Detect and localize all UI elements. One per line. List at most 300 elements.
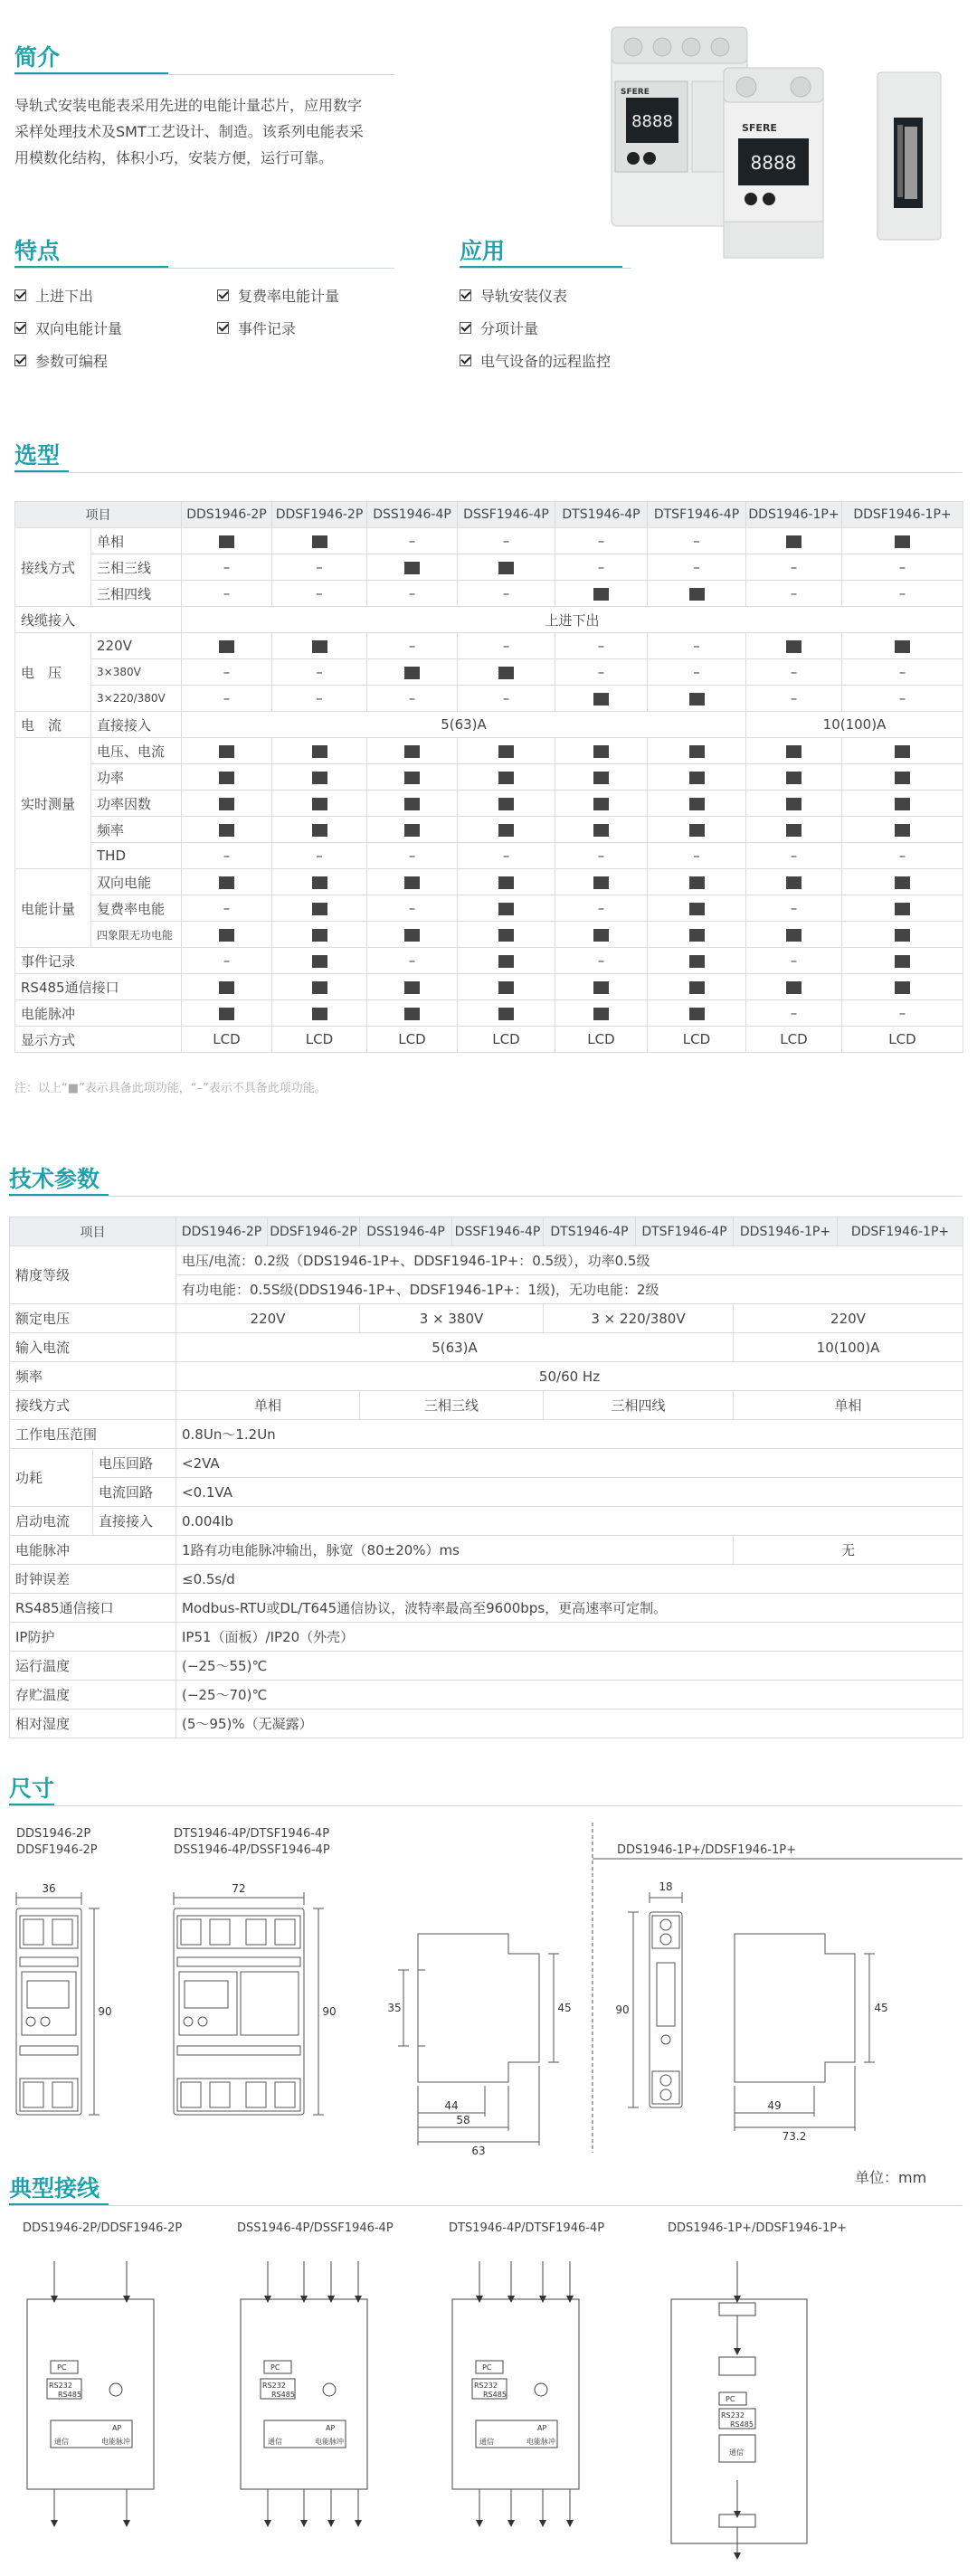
cell: 5(63)A — [182, 712, 746, 738]
cell: – — [272, 659, 367, 686]
filled-square-icon — [219, 535, 234, 548]
filled-square-icon — [219, 929, 234, 942]
cell: – — [367, 895, 458, 922]
cell: – — [555, 843, 648, 869]
row-label: 精度等级 — [10, 1246, 176, 1304]
cell — [842, 895, 963, 922]
filled-square-icon — [689, 1008, 705, 1020]
filled-square-icon — [593, 824, 609, 837]
filled-square-icon — [498, 929, 514, 942]
cell: – — [746, 895, 842, 922]
checkbox-icon — [460, 355, 471, 366]
row-label: 相对湿度 — [10, 1709, 176, 1738]
filled-square-icon — [593, 588, 609, 601]
row-sublabel: 电流回路 — [93, 1478, 176, 1507]
tech-row — [10, 1478, 963, 1507]
row-label: 工作电压范围 — [10, 1420, 176, 1449]
cell — [458, 554, 555, 581]
svg-text:8888: 8888 — [631, 112, 673, 131]
dim-group-label: DDS1946-2P — [16, 1827, 91, 1841]
header-cell: DDSF1946-1P+ — [838, 1217, 963, 1246]
cell — [555, 974, 648, 1000]
cell: – — [555, 528, 648, 554]
tech-row — [10, 1565, 963, 1594]
feature-item: 事件记录 — [217, 317, 296, 338]
cell: – — [648, 843, 746, 869]
cell: – — [842, 659, 963, 686]
cell — [272, 974, 367, 1000]
pulse-label: 电能脉冲 — [101, 2438, 130, 2446]
filled-square-icon — [689, 693, 705, 706]
row-label: 接线方式 — [15, 528, 91, 607]
cell — [458, 869, 555, 895]
cell: 50/60 Hz — [176, 1362, 963, 1391]
filled-square-icon — [312, 1008, 327, 1020]
cell: LCD — [746, 1027, 842, 1053]
pc-label: PC — [270, 2363, 280, 2372]
divider — [9, 2205, 963, 2206]
filled-square-icon — [404, 1008, 420, 1020]
tech-row — [10, 1709, 963, 1738]
cell — [555, 738, 648, 764]
cell — [842, 764, 963, 791]
selection-row — [15, 528, 963, 554]
dim-group-label: DSS1946-4P/DSSF1946-4P — [174, 1843, 330, 1857]
brand-label: SFERE — [621, 88, 650, 97]
filled-square-icon — [593, 798, 609, 810]
filled-square-icon — [404, 929, 420, 942]
cell — [272, 791, 367, 817]
cell: – — [182, 659, 272, 686]
cell — [842, 922, 963, 948]
cell: – — [746, 659, 842, 686]
cell: – — [272, 686, 367, 712]
cell — [272, 1000, 367, 1027]
filled-square-icon — [498, 876, 514, 889]
cell — [367, 974, 458, 1000]
application-item: 分项计量 — [460, 317, 538, 338]
filled-square-icon — [498, 772, 514, 784]
filled-square-icon — [593, 981, 609, 994]
cell: – — [458, 843, 555, 869]
tech-row — [10, 1623, 963, 1652]
wiring-caption: DDS1946-2P/DDSF1946-2P — [23, 2221, 183, 2235]
product-photo — [606, 18, 968, 262]
divider — [9, 1805, 963, 1806]
cell — [648, 686, 746, 712]
cell — [746, 764, 842, 791]
applications-title: 应用 — [460, 233, 505, 266]
cell — [367, 817, 458, 843]
selection-row — [15, 581, 963, 607]
cell: 0.004Ib — [176, 1507, 963, 1536]
cell — [458, 659, 555, 686]
filled-square-icon — [312, 981, 327, 994]
cell: LCD — [367, 1027, 458, 1053]
tech-table — [9, 1217, 963, 1738]
divider — [14, 268, 394, 269]
features-title: 特点 — [14, 233, 60, 266]
selection-row — [15, 659, 963, 686]
cell: – — [842, 581, 963, 607]
cell — [367, 554, 458, 581]
filled-square-icon — [689, 772, 705, 784]
cell — [555, 764, 648, 791]
dim-58: 58 — [456, 2114, 470, 2126]
selection-row — [15, 607, 963, 633]
filled-square-icon — [895, 772, 910, 784]
row-label: 实时测量 — [15, 738, 91, 869]
feature-item: 复费率电能计量 — [217, 285, 339, 306]
row-label: 线缆接入 — [15, 607, 182, 633]
cell: 3 × 380V — [360, 1304, 544, 1333]
tech-row — [10, 1449, 963, 1478]
row-label: 电能计量 — [15, 869, 91, 948]
cell — [746, 633, 842, 659]
header-cell: DTSF1946-4P — [648, 502, 746, 528]
cell: 无 — [734, 1536, 963, 1565]
cell — [272, 922, 367, 948]
filled-square-icon — [404, 667, 420, 679]
row-label: RS485通信接口 — [10, 1594, 176, 1623]
cell — [746, 974, 842, 1000]
checkbox-icon — [217, 322, 229, 334]
cell: – — [182, 581, 272, 607]
row-label: IP防护 — [10, 1623, 176, 1652]
cell: LCD — [458, 1027, 555, 1053]
filled-square-icon — [895, 876, 910, 889]
dim-90: 90 — [615, 2003, 630, 2016]
cell: – — [842, 1000, 963, 1027]
divider — [14, 74, 394, 75]
cell — [842, 738, 963, 764]
cell: (−25～70)℃ — [176, 1681, 963, 1709]
tech-row — [10, 1333, 963, 1362]
intro-title: 简介 — [14, 40, 60, 72]
cell — [367, 738, 458, 764]
row-label: 电能脉冲 — [10, 1536, 176, 1565]
filled-square-icon — [498, 667, 514, 679]
divider — [460, 268, 631, 269]
selection-row — [15, 1027, 963, 1053]
filled-square-icon — [689, 903, 705, 915]
filled-square-icon — [895, 798, 910, 810]
cell: – — [458, 686, 555, 712]
filled-square-icon — [404, 981, 420, 994]
cell — [182, 528, 272, 554]
filled-square-icon — [404, 824, 420, 837]
cell: 220V — [176, 1304, 360, 1333]
cell — [458, 922, 555, 948]
feature-item: 参数可编程 — [14, 350, 108, 371]
cell — [648, 817, 746, 843]
filled-square-icon — [689, 824, 705, 837]
cell — [182, 817, 272, 843]
cell: – — [458, 528, 555, 554]
dim-group-label: DDS1946-1P+/DDSF1946-1P+ — [617, 1843, 796, 1857]
dim-90: 90 — [98, 2005, 112, 2018]
dim-73-2: 73.2 — [782, 2130, 807, 2143]
filled-square-icon — [895, 745, 910, 758]
dim-72: 72 — [232, 1882, 246, 1895]
cell: – — [842, 554, 963, 581]
cell — [272, 528, 367, 554]
cell: – — [272, 843, 367, 869]
tech-row — [10, 1536, 963, 1565]
cell — [367, 764, 458, 791]
cell — [648, 738, 746, 764]
filled-square-icon — [404, 772, 420, 784]
filled-square-icon — [219, 772, 234, 784]
cell: – — [746, 554, 842, 581]
filled-square-icon — [689, 929, 705, 942]
filled-square-icon — [786, 535, 802, 548]
tech-row — [10, 1304, 963, 1333]
row-sublabel: 220V — [91, 633, 182, 659]
cell — [746, 869, 842, 895]
cell: – — [367, 528, 458, 554]
cell: – — [272, 581, 367, 607]
filled-square-icon — [219, 981, 234, 994]
filled-square-icon — [219, 824, 234, 837]
cell: – — [555, 659, 648, 686]
ap-label: AP — [326, 2424, 336, 2432]
header-cell: 项目 — [15, 502, 182, 528]
row-label: 额定电压 — [10, 1304, 176, 1333]
cell: – — [367, 633, 458, 659]
cell — [555, 581, 648, 607]
row-sublabel: 3×220/380V — [91, 686, 182, 712]
cell — [746, 738, 842, 764]
filled-square-icon — [312, 745, 327, 758]
cell — [648, 974, 746, 1000]
row-sublabel: 三相四线 — [91, 581, 182, 607]
row-label: 事件记录 — [15, 948, 182, 974]
row-label: 电 流 — [15, 712, 91, 738]
row-sublabel: 直接接入 — [91, 712, 182, 738]
cell — [746, 922, 842, 948]
row-sublabel: 频率 — [91, 817, 182, 843]
filled-square-icon — [312, 903, 327, 915]
filled-square-icon — [895, 981, 910, 994]
wiring-title: 典型接线 — [9, 2171, 100, 2203]
rs232-label: RS232 — [262, 2382, 286, 2390]
row-sublabel: 功率因数 — [91, 791, 182, 817]
dimensions-title: 尺寸 — [9, 1771, 54, 1804]
filled-square-icon — [498, 798, 514, 810]
filled-square-icon — [593, 772, 609, 784]
cell — [458, 738, 555, 764]
cell — [648, 791, 746, 817]
filled-square-icon — [593, 1008, 609, 1020]
selection-row — [15, 738, 963, 764]
tech-row — [10, 1681, 963, 1709]
cell: ≤0.5s/d — [176, 1565, 963, 1594]
selection-row — [15, 817, 963, 843]
cell — [272, 895, 367, 922]
filled-square-icon — [786, 981, 802, 994]
cell: 单相 — [734, 1391, 963, 1420]
comm-label: 通信 — [729, 2448, 744, 2457]
filled-square-icon — [404, 745, 420, 758]
header-cell: DDSF1946-2P — [272, 502, 367, 528]
row-label: 输入电流 — [10, 1333, 176, 1362]
cell: – — [842, 843, 963, 869]
filled-square-icon — [498, 981, 514, 994]
cell — [367, 922, 458, 948]
filled-square-icon — [498, 1008, 514, 1020]
cell — [555, 922, 648, 948]
selection-note: 注：以上“■”表示具备此项功能，“–”表示不具备此项功能。 — [14, 1082, 327, 1095]
header-cell: DDS1946-1P+ — [734, 1217, 838, 1246]
comm-label: 通信 — [268, 2438, 282, 2446]
cell — [272, 817, 367, 843]
filled-square-icon — [786, 640, 802, 653]
checkbox-icon — [217, 289, 229, 301]
application-item: 电气设备的远程监控 — [460, 350, 611, 371]
cell — [458, 948, 555, 974]
cell — [842, 974, 963, 1000]
cell — [555, 791, 648, 817]
intro-text: 导轨式安装电能表采用先进的电能计量芯片，应用数字采样处理技术及SMT工艺设计、制造。该系列电能表采用模数化结构，体积小巧，安装方便，运行可靠。 — [14, 97, 364, 166]
selection-row — [15, 764, 963, 791]
cell: 单相 — [176, 1391, 360, 1420]
checkbox-icon — [14, 289, 26, 301]
header-cell: DTS1946-4P — [555, 502, 648, 528]
filled-square-icon — [312, 798, 327, 810]
row-label: 频率 — [10, 1362, 176, 1391]
dim-36: 36 — [42, 1882, 56, 1895]
pc-label: PC — [726, 2395, 735, 2403]
cell — [842, 633, 963, 659]
selection-title: 选型 — [14, 438, 60, 470]
dim-35: 35 — [387, 2002, 402, 2014]
wiring-caption: DDS1946-1P+/DDSF1946-1P+ — [668, 2221, 847, 2235]
selection-row — [15, 686, 963, 712]
dim-group-label: DDSF1946-2P — [16, 1843, 98, 1857]
cell: – — [458, 581, 555, 607]
cell — [842, 869, 963, 895]
filled-square-icon — [895, 640, 910, 653]
cell: – — [182, 843, 272, 869]
cell: – — [842, 686, 963, 712]
cell: – — [367, 948, 458, 974]
filled-square-icon — [312, 772, 327, 784]
cell: – — [555, 895, 648, 922]
header-cell: DDSF1946-1P+ — [842, 502, 963, 528]
header-cell: DDS1946-1P+ — [746, 502, 842, 528]
cell — [182, 869, 272, 895]
filled-square-icon — [498, 562, 514, 574]
header-cell: DDS1946-2P — [176, 1217, 268, 1246]
filled-square-icon — [689, 981, 705, 994]
cell — [272, 633, 367, 659]
row-sublabel: 直接接入 — [93, 1507, 176, 1536]
cell: – — [555, 554, 648, 581]
dim-18: 18 — [659, 1880, 673, 1893]
filled-square-icon — [498, 824, 514, 837]
tech-row — [10, 1507, 963, 1536]
checkbox-icon — [460, 322, 471, 334]
tech-header-row — [10, 1217, 963, 1246]
feature-item: 双向电能计量 — [14, 317, 122, 338]
row-sublabel: 3×380V — [91, 659, 182, 686]
selection-row — [15, 712, 963, 738]
cell — [648, 895, 746, 922]
cell — [367, 869, 458, 895]
row-sublabel: 三相三线 — [91, 554, 182, 581]
cell: – — [746, 1000, 842, 1027]
filled-square-icon — [689, 798, 705, 810]
selection-table — [14, 501, 963, 1053]
filled-square-icon — [786, 745, 802, 758]
rs232-label: RS232 — [474, 2382, 498, 2390]
cell — [648, 869, 746, 895]
cell — [648, 1000, 746, 1027]
cell — [842, 528, 963, 554]
cell — [648, 948, 746, 974]
row-sublabel: 双向电能 — [91, 869, 182, 895]
row-label: RS485通信接口 — [15, 974, 182, 1000]
cell — [272, 764, 367, 791]
tech-row — [10, 1420, 963, 1449]
filled-square-icon — [786, 798, 802, 810]
cell: – — [648, 633, 746, 659]
filled-square-icon — [219, 876, 234, 889]
dim-group-label: DTS1946-4P/DTSF1946-4P — [174, 1827, 330, 1841]
dim-44: 44 — [444, 2099, 459, 2112]
selection-row — [15, 922, 963, 948]
filled-square-icon — [312, 876, 327, 889]
cell — [555, 869, 648, 895]
cell: 三相三线 — [360, 1391, 544, 1420]
cell: 5(63)A — [176, 1333, 734, 1362]
filled-square-icon — [219, 798, 234, 810]
application-item: 导轨安装仪表 — [460, 285, 567, 306]
row-label: 电 压 — [15, 633, 91, 712]
selection-row — [15, 948, 963, 974]
cell: 3 × 220/380V — [544, 1304, 734, 1333]
cell: 0.8Un～1.2Un — [176, 1420, 963, 1449]
header-cell: DSSF1946-4P — [458, 502, 555, 528]
cell: – — [182, 686, 272, 712]
rs485-label: RS485 — [483, 2391, 507, 2399]
wiring-diagram — [0, 2243, 977, 2569]
cell — [458, 764, 555, 791]
header-cell: DDSF1946-2P — [268, 1217, 360, 1246]
selection-row — [15, 974, 963, 1000]
row-sublabel: THD — [91, 843, 182, 869]
tech-row — [10, 1594, 963, 1623]
cell: – — [182, 554, 272, 581]
filled-square-icon — [498, 955, 514, 968]
rs485-label: RS485 — [271, 2391, 295, 2399]
filled-square-icon — [895, 929, 910, 942]
cell — [367, 1000, 458, 1027]
header-cell: DTS1946-4P — [544, 1217, 636, 1246]
feature-item: 上进下出 — [14, 285, 93, 306]
pulse-label: 电能脉冲 — [315, 2438, 344, 2446]
cell — [555, 686, 648, 712]
cell: – — [182, 895, 272, 922]
filled-square-icon — [689, 588, 705, 601]
filled-square-icon — [895, 955, 910, 968]
cell: Modbus-RTU或DL/T645通信协议，波特率最高至9600bps，更高速率可定制。 — [176, 1594, 963, 1623]
cell — [367, 659, 458, 686]
row-label: 电能脉冲 — [15, 1000, 182, 1027]
cell: <0.1VA — [176, 1478, 963, 1507]
row-label: 接线方式 — [10, 1391, 176, 1420]
